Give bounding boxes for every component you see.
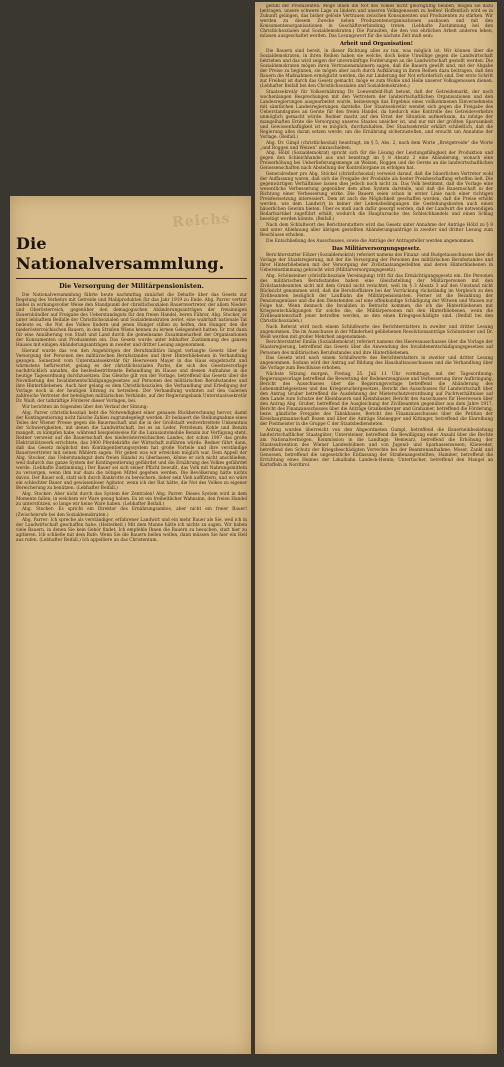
article-paragraph: Nächste Sitzung morgen, Freitag, 25. Juli 11 Uhr vormittags, mit der Tagesordnung: Regierungsvorlage betreffend die Bewertung der Bodenerzeugnisse und Verbesserung ihrer Aufbringung, Bericht des Ausschusses über die Regierungsvorlage betreffend die Abänderung des Lebensmittelgesetzes und des Kriegswuchergesetzes, Bericht des Ausschusses für Landwirtschaft über den Antrag Gruber betreffend die Ausdehnung der Mieterschutzverordnung auf Pachtverhältnisse auf dem Lande zum Schutze der Kleinbauern und Kleinhäusler, Bericht des Ausschusses für Heerwesen über den Antrag Abg. Gruber, betreffend die Ausgleichung der Zivilbeamten gegenüber aus dem Jahre 1917, Bericht des Finanzausschusses über die Anträge Grankenberger und Grahamer, betreffend die Förderung, bezw. gänzliche Freigabe des Tabakbaues, Bericht des Finanzausschusses über die Petition der Kreishauptmannschaft Bozen und über die Anträge Steinegger und Kittinger, betreffend die Einreihung der Postmeister in die Gruppe C der Staatsbediensteten. xyxy=(260,371,493,428)
article-paragraph: Berichterstatter Eölzer (Sozialdemokrat) referiert namens des Finanz- und Budgetausschusses über die Vorlage der Staatsregierung, mit der die Versorgung der Personen des militärischen Berufsstandes und ihrer Hinterbliebenen mit der Versorgung der Zivilstaatsangestellten und deren Hinterbliebenen in Uebereinstimmung gebracht wird (Militärversorgungsgesetz). xyxy=(260,253,493,274)
article-column-left xyxy=(16,234,247,1050)
article-subtitle: Die Versorgung der Militärpensionisten. xyxy=(59,282,204,290)
article-paragraph: Hierauf wurde das von den Angehörigen der Berufsmilitärs längst verlangte Gesetz über die Versorgung der Personen des militärischen Berufsstandes und ihrer Hinterbliebenen in Verhandlung gezogen. Seinerzeit vom Unterstaatssekretär für Heerwesen Mayer in das Haus eingebracht und wärmstens befürwortet, gelang es der christlichsozialen Partei, die sich des Gesetzesvorlage nachdrücklich annahm, die hesfesbestrittenste Behandlung im Hause und dessen Aufnahme in die heutige Tagesordnung durchzusetzen. Das Gleiche gilt von der Vorlage, betreffend das Gesetz über die Novellierung des Invalidenentschädigungsgesetzes auf Personen des militärischen Berufsstandes und ihre Hinterbliebenen. Auch hier gelang es dem Christlichsozialen, die Verhandlung und Erledigung der Vorlage noch in der heutigen Sitzung zu betreiben. Der Verhandlung wohnten auf den Galerien zahlreiche Vertreter der beteiligten militärischen Verbände, auf der Regierungsbank Unterstaatssekretär Dr. Waiß, der tatkräftige Förderer dieser Vorlagen, bei. xyxy=(16,349,247,405)
article-paragraph: Nach dem Schlußwort des Berichterstatters wird das Gesetz unter Annahme der Anträge Hölzl zu § 8 und unter Ablehnung aller übrigen gestellten Abänderungsanträge in zweiter und dritter Lesung zum Beschlusse erhoben. xyxy=(260,222,493,239)
section-heading: Das Militärversorgungsgesetz. xyxy=(332,245,421,252)
newspaper-masthead-fragment: Reichs xyxy=(171,210,231,231)
article-column-right xyxy=(260,4,493,1050)
article-paragraph: gefühl der Produzenten: Möge ihnen die Not des Volkes nicht gleichgültig bleiben, mögen sie dazu beitragen, unsere schwere Lage zu lindern und unseren Volksgenossen zu helfen! Hoffentlich wird es in Zukunft gelingen, das bisher gelöste Vertrauen zwischen Konsumenten und Produzenten zu stärken. Wir werden zu diesem Zwecke neben Produzentenorganisationen ausbauen und mit den Konsumentenorganisationen in Geschäftsverbindung treten. (Lebhafte Zustimmung bei den Christlichsozialen und Sozialdemokraten.) Die Parasiten, die den von ehrlichen Arbeit anderen leben, müssen ausgeschaltet werden. Das Losungswort für die nächste Zeit muß sein: xyxy=(260,4,493,40)
article-paragraph: Abg. Stocker: Aber nicht durch das System der Zentralen! Abg. Parrer: Dieses System wird in dem Momente fallen, in welchem wir Ware genug haben. Es ist ein freiheitlicher Wahnsinn, den freien Handel zu unterstützen, so lange wir keine Ware haben. (Lebhafter Beifall.) xyxy=(16,491,247,507)
article-paragraph: Das Gesetz wird nach einem Schlußworte des Berichterstatters in zweiter und dritter Lesung angenommen. Sodann wird der Antrag auf Bildung des Haushaltsausschusses und die Verhandlung über die Vorlage zum Beschlusse erhoben. xyxy=(260,356,493,372)
article-paragraph: Antrag wurden überreicht von den Abgeordneten Gumpl, betreffend die Bauerneinbeziehung landwirtschaftlicher Staatsgüter; Untersteiner, betreffend die Bewilligung einer Anzahl über die Rechte am Nationalvermögen, Kommission in die Landtags; Hemwarz, betreffend die Erhöhung der Staatssubvention des Wiener Landesbühnen und von Jugend- und Sparkassenwesen; Klieweder, betreffend den Schutz der Kriegsbeschädigten Vorrechte bei der Beamtenaufnahme; Moser, Zankl und Genossen, betreffend die ungesetzliche Entlassung der Straßenangestellten; Hammer, betreffend die Errichtung eines Heimes der Lokalbahn Landeck-Hemm; Untertischer, betreffend den Mangel an Kartoffeln in Nordtirol. xyxy=(260,427,493,469)
section-heading: Arbeit und Organisation! xyxy=(340,41,413,48)
article-paragraph: Abg. Dr. Gimpl (christlichsozial) beantragt, im § 5, Abs. 2, nach dem Worte „Brotgetreide“ die Worte „und Roggen und Weizen“ einzuschieben. xyxy=(260,140,493,151)
article-paragraph: Nach Referat wird noch einem Schlußworte des Berichterstatters in zweiter und dritter Lesung angenommen. Die im Ausschusse in der Minderheit gebliebenen Resolutionsanträge Schönsteiner und Dr. Weiß werden mit großer Mehrheit angenommen. xyxy=(260,324,493,340)
article-paragraph: Die Bauern sind bereit, in dieser Richtung alles zu tun, was möglich ist. Wir können über die Sozialdemokraten, in ihren Reihen haben sie welche, doch keine Unwillige gegen die Landwirtschaft betrieben und das wird zeigen der unvernünftige Forderungen an die Landwirtschaft gestellt werden. Die Sozialdemokraten mögen ihren Vertrauensmännern sagen, daß die Bauern gewillt sind, mit der Abgabe der Preise zu beginnen, sie mögen aber auch durch Aufklärung in ihren Reihen dazu beitragen, daß den Bauern die Maßnahmen ermöglicht werden, die zur Linderung der Not erforderlich sind. Der erste Schritt zur Freiheit ist durch das Gesetz gemacht, möge es zum Wohle und Heile unserer Volksgenossen dienen. (Lebhafter Beifall bei den Christlichsozialen und Sozialdemokraten.) xyxy=(260,48,493,90)
article-paragraph: Abg. Stocker: Es spricht ein Direktor des Ernährungsamtes, aber nicht ein freier Bauer! (Zwischenrufe bei den Sozialdemokraten.) xyxy=(16,507,247,518)
article-paragraph: Generalredner pro Abg. Stöckel (christlichsozial) verweist darauf, daß die bäuerlichen Vertreter wohl der Auffassung waren, daß sich die Freigabe der Produkte als bester Preisbeschaffung erhoffen ließ. Die gegenwärtigen Verhältnisse lassen dies jedoch noch nicht zu. Das Volk bestimmt, daß die Vorlage eine wesentliche Verbesserung gegenüber dem alten System darstelle, und daß die Bauernschaft in der Richtung einer Verbesserung wirke. Die Bauern seien schon in erster Linie nach einer richtigen Preisfestsetzung interessiert. Dem ist auch die Möglichkeit geschaffen worden, daß die Preise erhöht werden, wie dem Landwirt in keiner der Lebensbedingungen die Gestehungskosten auch einen bäuerlichen Gewinn bieten. Über es muß auch dafür gesorgt werden, daß der Landwirt die notwendigen Bedarfsartikel zugeführt erhält, wodurch die Hauptursache des Schleichhandels und einen Schlag beseitigt werden könnte. (Beifall.) xyxy=(260,171,493,223)
article-paragraph: Wir berichten im folgenden über den Verlauf der Sitzung: xyxy=(22,405,148,411)
article-paragraph: Abg. Schönsteiner (christlichsoziale Vereinigung) tritt für das Ermächtigungsgesetz ein. Die Personen des militärischen Berufsstandes haben eine Gleichstellung der Militärpersonen mit den Zivilstaatsbeamten sicht mit dem Grund nicht verachtet, weil im § 3 Absatz 3 auf den Umstand nicht Rücksicht genommen wird, daß die Berufsoffiziere bei der Vorrückung rückständig im Vergleich zu den Zivilbeamten bezüglich der Laufbahn die Militärpensionisten. Ferner ist die Bezahlung der Pensionsgenüsse und die den Dienstenden auf eine offenkundige Schädigung der Witwen und Waisen zur Folge hat. Wenn dennoch die Invaliden in Betracht kommen, die ich die Hinterbliebenen mit Kriegsentschädigungen für solche die, die Militärpersonen mit den Hinterbliebenen, wenn die Zivilbeamtenschaft jener betroffen werden, so den einen Kriegsgeschädigte sind. (Beifall bei den Christlichsozialen.) xyxy=(260,273,493,325)
article-paragraph: Abg. Parrer: Ich spreche als verständiger, erfahrener Landwirt und ein mehr Bauer als Sie, weil ich in der Landwirtschaft geschaffen habe. (Heiterkeit.) Mit dem Manne hätte ich nichts zu sagen. Wir haben viele Bauern, in denen Sie kein Gehör findet. Ich empfehle Ihnen die Bauern zu besuchen, statt hier zu agitieren. Ich schließe mit dem Rufe: Wenn Sie die Bauern heilen wollen, dann müssen Sie hier ein Heil aus rufen. (Lebhafter Beifall.) Ich appelliere an das Christentum. xyxy=(16,518,247,544)
article-paragraph: Berichterstatter Emilia (Sozialdemokrat) referiert namens des Heeresausschusses über die Vorlage der Staatsregierung, betreffend das Gesetz über die Anwendung des Invalidenentschädigungsgesetzes auf Personen des militärischen Berufsstandes und ihre Hinterbliebenen. xyxy=(260,340,493,356)
title-divider xyxy=(16,278,247,279)
article-title: Die Nationalversammlung. xyxy=(16,234,225,273)
article-paragraph: Staatssekretär für Volksernährung Dr. Loewenfeld-Ruß betont, daß der Getreidemarkt, der nach wochenlangen Besprechungen mit den Vertretern der landwirtschaftlichen Organisationen und den Landesregierungen ausgearbeitet wurde, keineswegs das Ergebnis eines vollkommenen Einvernehmens mit sämtlichen Landesregierungen darstelle. Der Staatssekretär wendet sich gegen die Freigabe des Ueberstandsgutes an Gerste für den freien Handel, da hiedurch eine Kontrolle des Getreideverkehrs unmöglich gemacht würde. Redner macht auf den Ernst der Situation aufmerksam, da infolge der mangelhaften Ernte die Versorgung unseres Staates unsicher ist, und nur mit der größten Sparsamkeit und Gewissenhaftigkeit ist es möglich, durchzuhalten. Der Staatssekretär erklärt schließlich, daß die Regierung alles daran setzen werde, um die Ernährung sicherzustellen, und ersucht um Annahme der Vorlage. (Beifall.) xyxy=(260,89,493,141)
article-paragraph: Abg. Hölzl (Sozialdemokrat) spricht sich für die Lösung der Leistungsfähigkeit der Produktion und gegen den Schleichhandel aus und beantragt im § 8 Absatz 2 eine Abänderung, wonach eine Preiserhöhung bei Ueberlieferungsmenge an Weizen, Roggen und die Gerste an die landwirtschaftlichen Genossenschaften nach Abstellung der Kontrollorgane zu erfolgen hat. xyxy=(260,151,493,172)
article-paragraph: Die Entschließung des Ausschusses, sowie die Anträge der Antragsteller werden angenommen. xyxy=(266,238,475,244)
article-paragraph: Die Nationalversammlung führte heute nachmittag zunächst die Debatte über das Gesetz zur Regelung des Verkehrs mit Getreide und Mahlprodukten für das Jahr 1919 zu Ende. Abg. Parrer vertrat hiebei in wirkungsvoller Weise den Standpunkt der christlichsozialen Bauernvertreter, der allem Nieder- und Oberösterreich, gegenüber den demagogischen Abänderungsanträgen der freisinnigen Bauernbündler auf Freigabe des Ueberstandsguts für den freien Handel, beren Führer, Abg. Stocker, er unter lebhaftem Beifalle der Christlichsozialen und Sozialdemokraten zeriet, eine wahrhaft nationale Tat bedeute es, die Not des Volkes lindern und jenen Hunger stillen zu helfen, den Hunger, den die niederösterreichischen Bauern, in den Straßen Wiens kennen zu lernen Gelegenheit hatten. Er trat dann für eine Annäherung von Stadt und Land durch die gemeinsame Zusammenarbeit der Organisationen der Konsumenten und Produzenten ein. Das Gesetz wurde unter lebhafter Zustimmung des ganzen Hauses mit einigen Abänderungsanträgen in zweiter und dritter Lesung angenommen. xyxy=(16,293,247,349)
article-paragraph: Abg. Parrer (christlichsozial) hebt die Notwendigkeit einer genauen Rückberechnung hervor, damit der Kontingentierung nicht falsche Zahlen zugrundegelegt werden. Er bedauert die Stellungnahme eines Teiles der Wiener Presse gegen die Bauernschaft und die in der Großstadt weitverbreitete Unkenntnis der Schwierigkeiten, mit denen die Landwirtschaft, bei es an Leder, Petroleum, Kohle und Benzin mangelt, zu kämpfen habe, während beispielsweise für die Luxusautomobile Benzin zur Verfügung steht. Redner verweist auf die Bauernschaft des niederösterreichischen Landes, der schon 1907 das große Elektrizitätswerk errichtete, das 3400 Pferdekräfte der Wirtschaft zuführen würde. Redner führt dann, daß das Gesetz möglichst den Kontingentierungssystem hat große Vorteile und ihre verständige Bauernvertreter mit seinen Wählern sagen: Wir geben was wir erreichen möglich war. Dem Appell der Abg. Stocker, das Ueberstandsgut dem freien Handel zu überlassen, könne er sich nicht anschließen, weil dadurch das ganze System der Kontingentierung gefährdet und die Ernährung des Volkes gefährdet werde. (Lebhafte Zustimmung.) Der Bauer sei sich seiner Pflicht bewußt, das Volk mit Nahrungsmitteln zu versorgen, wenn ihm nur dazu die nötigen Mittel gegeben werden. Die Bevölkerung hätte nichts davon. Der Bauer soll, statt sich durch Bankrotte zu bereichern, lieber sein Vieh auffüttern, und wo wäre ein schlechter Bauer und gewissenloser Agitator, wenn ich der Rat hätte, die Not des Volkes zu eigener Bereicherung zu benützen. (Lebhafter Beifall.) xyxy=(16,410,247,492)
